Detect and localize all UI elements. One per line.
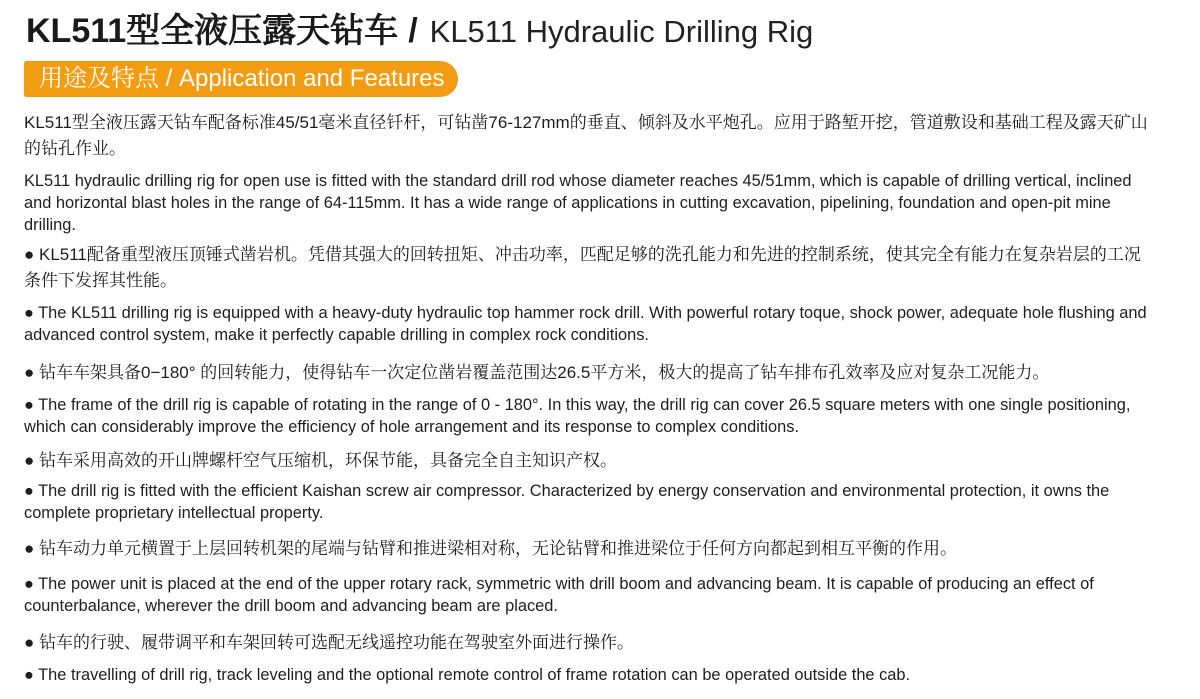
feature-2-en: ● The frame of the drill rig is capable of rotating in the range of 0 - 180°. In this way, the drill rig can cover 26.5 square meters with one single positioning, which can considerably improve the efficiency of hole arrangement and its response to complex conditions. (24, 396, 1131, 436)
feature-2-cn: ● 钻车车架具备0−180° 的回转能力，使得钻车一次定位凿岩覆盖范围达26.5平方米，极大的提高了钻车排布孔效率及应对复杂工况能力。 (24, 363, 1050, 382)
page-title (26, 8, 813, 61)
feature-5-en: ● The travelling of drill rig, track leveling and the optional remote control of frame rotation can be operated outside the cab. (24, 666, 911, 684)
feature-4-cn: ● 钻车动力单元横置于上层回转机架的尾端与钻臂和推进梁相对称，无论钻臂和推进梁位于任何方向都起到相互平衡的作用。 (24, 539, 957, 558)
feature-4-en: ● The power unit is placed at the end of the upper rotary rack, symmetric with drill boom and advancing beam. It is capable of producing an effect of counterbalance, wherever the drill boom and advancing beam are placed. (24, 575, 1094, 615)
feature-1-cn: ● KL511配备重型液压顶锤式凿岩机。凭借其强大的回转扭矩、冲击功率，匹配足够的洗孔能力和先进的控制系统，使其完全有能力在复杂岩层的工况条件下发挥其性能。 (24, 245, 1141, 290)
feature-3-en: ● The drill rig is fitted with the efficient Kaishan screw air compressor. Characterized by energy conservation and environmental protection, it owns the complete proprietary intellectual property. (24, 482, 1110, 522)
intro-paragraph-en: KL511 hydraulic drilling rig for open use is fitted with the standard drill rod whose diameter reaches 45/51mm, which is capable of drilling vertical, inclined and horizontal blast holes in the range of 64-115mm. It has a wide range of applications in cutting excavation, pipelining, foundation and open-pit mine drilling. (24, 172, 1132, 234)
feature-1-en: ● The KL511 drilling rig is equipped with a heavy-duty hydraulic top hammer rock drill. With powerful rotary toque, shock power, adequate hole flushing and advanced control system, make it perfectly capable drilling in complex rock conditions. (24, 304, 1147, 344)
feature-3-cn: ● 钻车采用高效的开山牌螺杆空气压缩机，环保节能，具备完全自主知识产权。 (24, 451, 617, 470)
section-badge: 用途及特点 / Application and Features (24, 61, 458, 97)
title-chinese: KL511型全液压露天钻车 (26, 12, 399, 50)
title-separator: / (408, 12, 418, 50)
title-english: KL511 Hydraulic Drilling Rig (429, 14, 814, 49)
intro-paragraph-cn: KL511型全液压露天钻车配备标准45/51毫米直径钎杆，可钻凿76-127mm的垂直、倾斜及水平炮孔。应用于路堑开挖，管道敷设和基础工程及露天矿山的钻孔作业。 (24, 113, 1148, 158)
feature-5-cn: ● 钻车的行驶、履带调平和车架回转可选配无线遥控功能在驾驶室外面进行操作。 (24, 633, 634, 652)
